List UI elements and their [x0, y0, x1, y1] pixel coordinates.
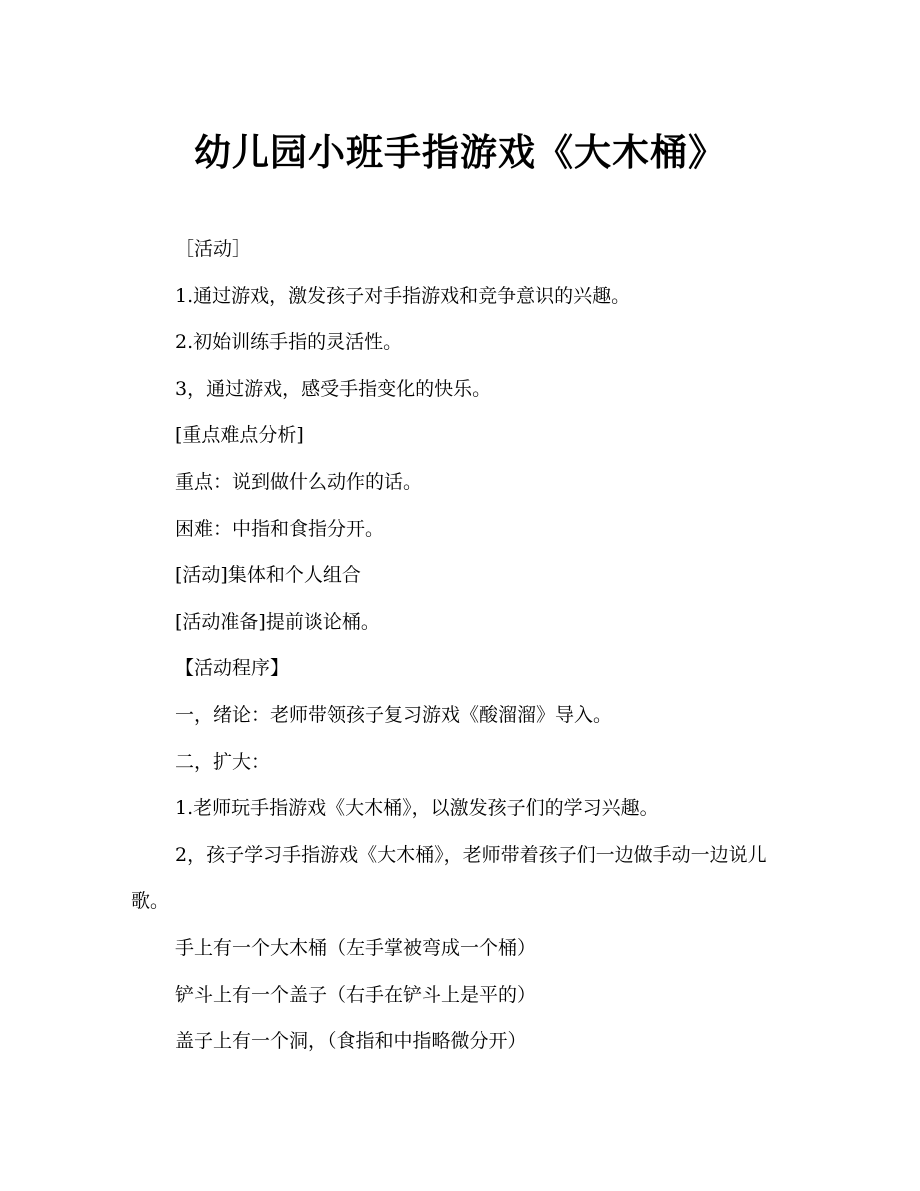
paragraph-step-2: 2，孩子学习手指游戏《大木桶》，老师带着孩子们一边做手动一边说儿歌。: [131, 843, 767, 913]
document-body: [131, 226, 791, 1065]
paragraph-rhyme-line-2: 铲斗上有一个盖子（右手在铲斗上是平的）: [175, 983, 537, 1006]
paragraph-introduction: 一，绪论：老师带领孩子复习游戏《酸溜溜》导入。: [175, 703, 613, 726]
document-title: 幼儿园小班手指游戏《大木桶》: [194, 130, 726, 174]
paragraph-activity-heading: ［活动］: [175, 238, 252, 260]
paragraph-difficulty: 困难：中指和食指分开。: [175, 517, 385, 540]
paragraph-goal-1: 1.通过游戏，激发孩子对手指游戏和竞争意识的兴趣。: [175, 284, 631, 307]
paragraph-rhyme-line-1: 手上有一个大木桶（左手掌被弯成一个桶）: [175, 936, 537, 959]
paragraph-goal-2: 2.初始训练手指的灵活性。: [175, 331, 403, 354]
paragraph-activity-form: [活动]集体和个人组合: [175, 564, 361, 587]
paragraph-rhyme-line-3: 盖子上有一个洞，（食指和中指略微分开）: [175, 1030, 527, 1053]
paragraph-goal-3: 3，通过游戏，感受手指变化的快乐。: [175, 377, 492, 400]
paragraph-key-difficulty-heading: [重点难点分析]: [175, 424, 304, 447]
paragraph-expansion: 二，扩大：: [175, 750, 271, 773]
paragraph-key-point: 重点：说到做什么动作的话。: [175, 470, 423, 493]
paragraph-step-1: 1.老师玩手指游戏《大木桶》，以激发孩子们的学习兴趣。: [175, 797, 659, 820]
paragraph-activity-preparation: [活动准备]提前谈论桶。: [175, 610, 380, 633]
paragraph-procedure-heading: 【活动程序】: [175, 657, 290, 680]
